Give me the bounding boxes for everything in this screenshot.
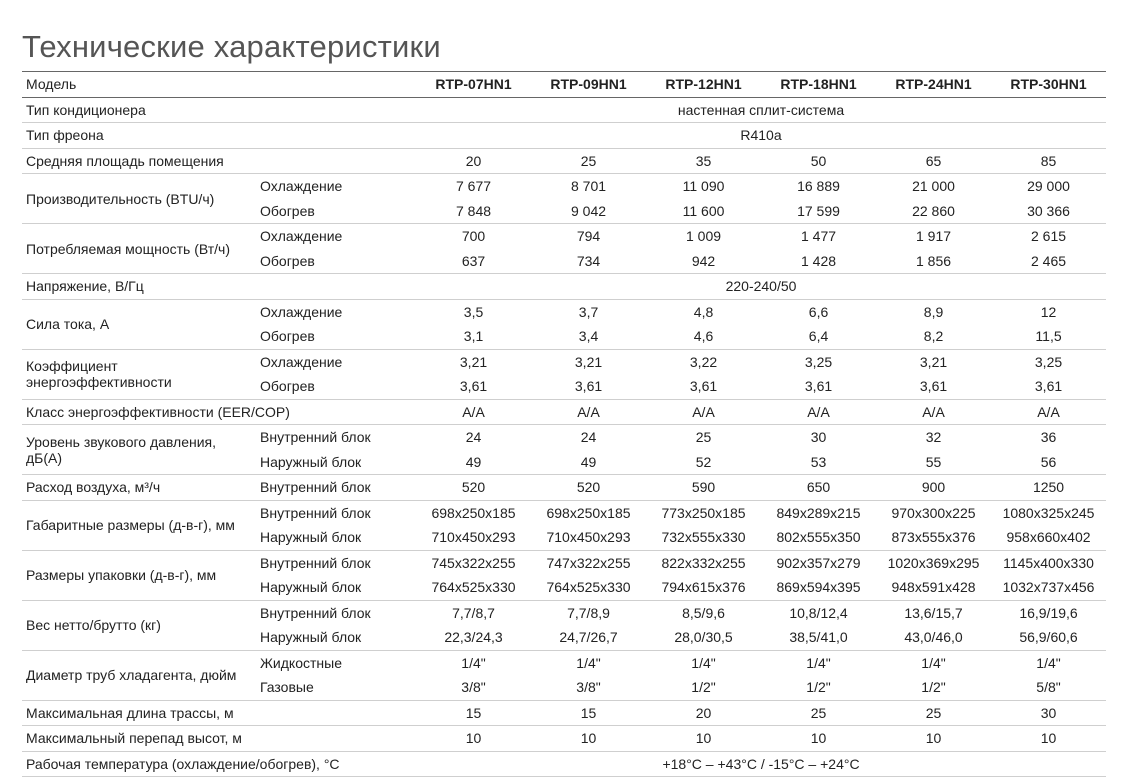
value-cell: 20 bbox=[416, 148, 531, 174]
model-header-label: Модель bbox=[22, 72, 416, 98]
value-cell: 30 bbox=[991, 700, 1106, 726]
value-cell: 24 bbox=[580, 429, 597, 446]
value-cell: A/A bbox=[761, 399, 876, 425]
value-cell: 55 bbox=[876, 450, 991, 475]
value-cell: 1/4" bbox=[806, 654, 831, 671]
model-column-header: RTP-12HN1 bbox=[646, 72, 761, 98]
param-label: Размеры упаковки (д-в-г), мм bbox=[22, 550, 256, 600]
value-cell: 11,5 bbox=[991, 324, 1106, 349]
value-cell: 1/2" bbox=[646, 675, 761, 700]
table-row bbox=[22, 274, 1106, 300]
mode-label: Внутренний блок bbox=[260, 504, 371, 521]
value-cell: 85 bbox=[991, 148, 1106, 174]
value-cell: 7,7/8,7 bbox=[452, 604, 495, 621]
value-cell: 10 bbox=[876, 726, 991, 752]
param-label: Максимальный перепад высот, м bbox=[22, 726, 416, 752]
mode-label: Внутренний блок bbox=[260, 554, 371, 571]
value-cell: 30 366 bbox=[991, 199, 1106, 224]
mode-label: Жидкостные bbox=[260, 654, 342, 671]
model-column-header: RTP-09HN1 bbox=[531, 72, 646, 98]
param-label: Диаметр труб хладагента, дюйм bbox=[22, 650, 256, 700]
value-cell: 764x525x330 bbox=[416, 575, 531, 600]
value-cell: 732x555x330 bbox=[646, 525, 761, 550]
value-cell: 17 599 bbox=[761, 199, 876, 224]
value-cell: 3,61 bbox=[531, 374, 646, 399]
value-cell: 1 477 bbox=[800, 228, 837, 245]
table-row bbox=[22, 399, 1106, 425]
table-row bbox=[22, 600, 1106, 625]
value-cell: 948x591x428 bbox=[876, 575, 991, 600]
value-cell: 1 856 bbox=[876, 249, 991, 274]
value-cell: 3,25 bbox=[804, 353, 833, 370]
value-cell: A/A bbox=[531, 399, 646, 425]
value-cell: 25 bbox=[531, 148, 646, 174]
value-cell: 2 615 bbox=[1030, 228, 1067, 245]
model-column-header: RTP-24HN1 bbox=[876, 72, 991, 98]
value-cell: 28,0/30,5 bbox=[646, 625, 761, 650]
value-cell: 873x555x376 bbox=[876, 525, 991, 550]
value-cell: 590 bbox=[646, 475, 761, 501]
table-row bbox=[22, 650, 1106, 675]
table-row bbox=[22, 700, 1106, 726]
value-cell: 958x660x402 bbox=[991, 525, 1106, 550]
value-cell: 7 848 bbox=[416, 199, 531, 224]
value-cell: A/A bbox=[416, 399, 531, 425]
value-cell: 5/8" bbox=[991, 675, 1106, 700]
value-cell: 794 bbox=[576, 228, 601, 245]
value-cell: 902x357x279 bbox=[776, 554, 861, 571]
value-cell: 10,8/12,4 bbox=[789, 604, 848, 621]
value-cell: 49 bbox=[531, 450, 646, 475]
value-cell: 7,7/8,9 bbox=[567, 604, 610, 621]
value-cell: 3,5 bbox=[463, 303, 484, 320]
value-cell: 10 bbox=[991, 726, 1106, 752]
value-cell: 8,5/9,6 bbox=[682, 604, 725, 621]
value-cell: 747x322x255 bbox=[546, 554, 631, 571]
value-cell: 650 bbox=[761, 475, 876, 501]
page-title: Технические характеристики bbox=[22, 28, 441, 64]
param-label: Рабочая температура (охлаждение/обогрев), °C bbox=[22, 751, 416, 777]
value-cell: 9 042 bbox=[531, 199, 646, 224]
value-cell: 21 000 bbox=[912, 178, 955, 195]
value-cell: 900 bbox=[876, 475, 991, 501]
value-cell: 8,2 bbox=[876, 324, 991, 349]
value-cell: A/A bbox=[646, 399, 761, 425]
value-cell: 3,61 bbox=[416, 374, 531, 399]
param-label: Производительность (BTU/ч) bbox=[22, 174, 256, 224]
value-cell: 1145x400x330 bbox=[1003, 554, 1094, 571]
table-row bbox=[22, 751, 1106, 777]
value-cell: 36 bbox=[1040, 429, 1057, 446]
param-label: Напряжение, В/Гц bbox=[22, 274, 416, 300]
value-cell: 1020x369x295 bbox=[887, 554, 980, 571]
mode-label: Обогрев bbox=[256, 249, 416, 274]
table-row bbox=[22, 349, 1106, 374]
value-cell: 1 917 bbox=[915, 228, 952, 245]
mode-label: Наружный блок bbox=[256, 525, 416, 550]
table-row bbox=[22, 726, 1106, 752]
value-cell: 8,9 bbox=[923, 303, 944, 320]
value-cell: 764x525x330 bbox=[531, 575, 646, 600]
value-cell: 1/4" bbox=[921, 654, 946, 671]
value-cell: 1 428 bbox=[761, 249, 876, 274]
value-cell: 794x615x376 bbox=[646, 575, 761, 600]
value-cell: 56 bbox=[991, 450, 1106, 475]
value-cell: 25 bbox=[695, 429, 712, 446]
value-cell: 710x450x293 bbox=[531, 525, 646, 550]
value-cell: 1/4" bbox=[691, 654, 716, 671]
value-cell: 849x289x215 bbox=[776, 504, 861, 521]
mode-label: Охлаждение bbox=[260, 228, 343, 245]
model-column-header: RTP-18HN1 bbox=[761, 72, 876, 98]
shared-value-cell: +18°C – +43°C / -15°C – +24°C bbox=[416, 751, 1106, 777]
value-cell: 700 bbox=[461, 228, 486, 245]
value-cell: 520 bbox=[416, 475, 531, 501]
mode-label: Обогрев bbox=[256, 374, 416, 399]
shared-value-cell: настенная сплит-система bbox=[416, 97, 1106, 123]
param-label: Класс энергоэффективности (EER/COP) bbox=[22, 399, 416, 425]
value-cell: 3,21 bbox=[919, 353, 948, 370]
value-cell: 16,9/19,6 bbox=[1019, 604, 1078, 621]
value-cell: 1/2" bbox=[876, 675, 991, 700]
mode-label: Газовые bbox=[256, 675, 416, 700]
value-cell: 734 bbox=[531, 249, 646, 274]
value-cell: 710x450x293 bbox=[416, 525, 531, 550]
value-cell: 8 701 bbox=[570, 178, 607, 195]
param-label: Тип кондиционера bbox=[22, 97, 416, 123]
value-cell: 24 bbox=[465, 429, 482, 446]
value-cell: 698x250x185 bbox=[431, 504, 516, 521]
mode-label: Охлаждение bbox=[260, 303, 343, 320]
value-cell: 1080x325x245 bbox=[1002, 504, 1095, 521]
table-row bbox=[22, 299, 1106, 324]
param-label: Сила тока, А bbox=[22, 299, 256, 349]
mode-label: Наружный блок bbox=[256, 625, 416, 650]
spec-table-body bbox=[22, 97, 1106, 777]
value-cell: 3,25 bbox=[1034, 353, 1063, 370]
value-cell: 38,5/41,0 bbox=[761, 625, 876, 650]
value-cell: 35 bbox=[646, 148, 761, 174]
param-label: Коэффициент энергоэффективности bbox=[22, 349, 256, 399]
value-cell: 970x300x225 bbox=[891, 504, 976, 521]
value-cell: 6,4 bbox=[761, 324, 876, 349]
value-cell: 22 860 bbox=[876, 199, 991, 224]
value-cell: 3,21 bbox=[459, 353, 488, 370]
spec-table bbox=[22, 71, 1106, 777]
value-cell: 3,61 bbox=[876, 374, 991, 399]
table-row bbox=[22, 123, 1106, 149]
mode-label: Внутренний блок bbox=[256, 475, 416, 501]
value-cell: 3,61 bbox=[761, 374, 876, 399]
value-cell: 52 bbox=[646, 450, 761, 475]
value-cell: 25 bbox=[876, 700, 991, 726]
value-cell: 1/4" bbox=[576, 654, 601, 671]
value-cell: 1/2" bbox=[761, 675, 876, 700]
value-cell: 65 bbox=[876, 148, 991, 174]
value-cell: 1/4" bbox=[461, 654, 486, 671]
value-cell: 20 bbox=[646, 700, 761, 726]
value-cell: 13,6/15,7 bbox=[904, 604, 963, 621]
value-cell: 10 bbox=[531, 726, 646, 752]
value-cell: A/A bbox=[876, 399, 991, 425]
mode-label: Наружный блок bbox=[256, 575, 416, 600]
value-cell: 24,7/26,7 bbox=[531, 625, 646, 650]
value-cell: 698x250x185 bbox=[546, 504, 631, 521]
value-cell: 2 465 bbox=[991, 249, 1106, 274]
table-row bbox=[22, 174, 1106, 199]
value-cell: 11 600 bbox=[646, 199, 761, 224]
table-row bbox=[22, 224, 1106, 249]
param-label: Максимальная длина трассы, м bbox=[22, 700, 416, 726]
value-cell: 6,6 bbox=[808, 303, 829, 320]
value-cell: 942 bbox=[646, 249, 761, 274]
mode-label: Охлаждение bbox=[260, 353, 343, 370]
param-label: Габаритные размеры (д-в-г), мм bbox=[22, 500, 256, 550]
value-cell: 3,21 bbox=[574, 353, 603, 370]
value-cell: 15 bbox=[416, 700, 531, 726]
value-cell: 10 bbox=[761, 726, 876, 752]
value-cell: 53 bbox=[761, 450, 876, 475]
value-cell: 1/4" bbox=[1036, 654, 1061, 671]
value-cell: 10 bbox=[416, 726, 531, 752]
value-cell: 30 bbox=[810, 429, 827, 446]
param-label: Уровень звукового давления, дБ(А) bbox=[22, 425, 256, 475]
value-cell: 12 bbox=[1040, 303, 1057, 320]
value-cell: 3,22 bbox=[689, 353, 718, 370]
value-cell: 32 bbox=[925, 429, 942, 446]
param-label: Вес нетто/брутто (кг) bbox=[22, 600, 256, 650]
value-cell: 802x555x350 bbox=[761, 525, 876, 550]
value-cell: 1250 bbox=[991, 475, 1106, 501]
table-row bbox=[22, 97, 1106, 123]
value-cell: 3,7 bbox=[578, 303, 599, 320]
value-cell: 49 bbox=[416, 450, 531, 475]
value-cell: 3,61 bbox=[991, 374, 1106, 399]
mode-label: Обогрев bbox=[256, 199, 416, 224]
value-cell: 4,8 bbox=[693, 303, 714, 320]
value-cell: 3/8" bbox=[416, 675, 531, 700]
value-cell: 1032x737x456 bbox=[991, 575, 1106, 600]
value-cell: 7 677 bbox=[455, 178, 492, 195]
value-cell: 637 bbox=[416, 249, 531, 274]
value-cell: 745x322x255 bbox=[431, 554, 516, 571]
value-cell: 822x332x255 bbox=[661, 554, 746, 571]
shared-value-cell: R410a bbox=[416, 123, 1106, 149]
value-cell: 25 bbox=[761, 700, 876, 726]
value-cell: 22,3/24,3 bbox=[416, 625, 531, 650]
value-cell: 29 000 bbox=[1027, 178, 1070, 195]
value-cell: 15 bbox=[531, 700, 646, 726]
value-cell: 520 bbox=[531, 475, 646, 501]
value-cell: 10 bbox=[646, 726, 761, 752]
table-row bbox=[22, 500, 1106, 525]
mode-label: Наружный блок bbox=[256, 450, 416, 475]
value-cell: 3/8" bbox=[531, 675, 646, 700]
mode-label: Внутренний блок bbox=[260, 604, 371, 621]
value-cell: 50 bbox=[761, 148, 876, 174]
value-cell: 773x250x185 bbox=[661, 504, 746, 521]
param-label: Потребляемая мощность (Вт/ч) bbox=[22, 224, 256, 274]
value-cell: 3,4 bbox=[531, 324, 646, 349]
value-cell: A/A bbox=[991, 399, 1106, 425]
value-cell: 16 889 bbox=[797, 178, 840, 195]
value-cell: 3,61 bbox=[646, 374, 761, 399]
mode-label: Охлаждение bbox=[260, 178, 343, 195]
mode-label: Обогрев bbox=[256, 324, 416, 349]
model-column-header: RTP-30HN1 bbox=[991, 72, 1106, 98]
param-label: Средняя площадь помещения bbox=[22, 148, 416, 174]
value-cell: 43,0/46,0 bbox=[876, 625, 991, 650]
value-cell: 4,6 bbox=[646, 324, 761, 349]
mode-label: Внутренний блок bbox=[260, 429, 371, 446]
value-cell: 3,1 bbox=[416, 324, 531, 349]
model-column-header: RTP-07HN1 bbox=[416, 72, 531, 98]
table-row bbox=[22, 425, 1106, 450]
param-label: Расход воздуха, м³/ч bbox=[22, 475, 256, 501]
table-row bbox=[22, 475, 1106, 501]
shared-value-cell: 220-240/50 bbox=[416, 274, 1106, 300]
table-header-row bbox=[22, 72, 1106, 98]
table-row bbox=[22, 550, 1106, 575]
param-label: Тип фреона bbox=[22, 123, 416, 149]
value-cell: 1 009 bbox=[685, 228, 722, 245]
table-row bbox=[22, 148, 1106, 174]
value-cell: 56,9/60,6 bbox=[991, 625, 1106, 650]
value-cell: 869x594x395 bbox=[761, 575, 876, 600]
value-cell: 11 090 bbox=[682, 178, 725, 195]
